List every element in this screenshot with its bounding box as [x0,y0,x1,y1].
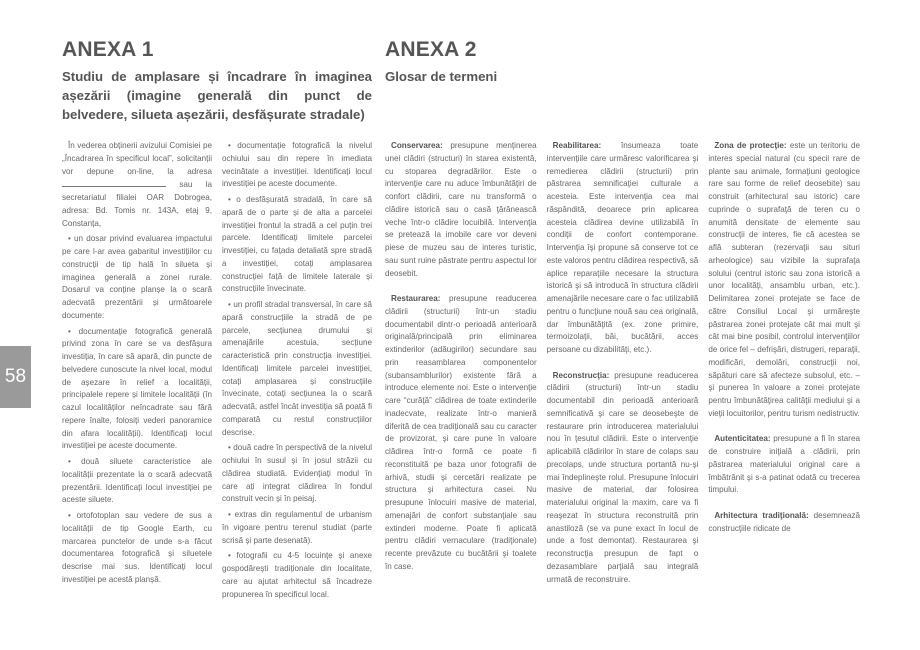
glossary-definition: presupune menţinerea unei clădiri (structuri) în starea existentă, cu stoparea degradărilor. Este o intervenţie care nu aduce îmbunătăţiri de confort clădirii, care nu transformă o clădire istorică sau o casă ţărănească veche într-o clădire locuibilă. Intervenţia se pretează la imobile care vor deveni piese de muzeu sau de interes turistic, sau sunt ruine păstrate pentru aspectul lor deosebit. [385,141,537,278]
page-number-tab [0,346,31,408]
glossary-entry-reconstructia [547,370,699,587]
intro-text: În vederea obținerii avizului Comisiei pe „Încadrarea în specificul local”, solicitanții vor depune on-line, la adresa [62,141,212,176]
annex2-subtitle: Glosar de termeni [385,69,498,84]
bullet-item: • documentație fotografică generală privind zona în care se va desfășura investiția, în care să apară, din puncte de belvedere cunoscute la nivel local, modul de așezare în relief a localității, principalele repere și limitele localității (în cazul localităților neîncadrate sau fără repere înalte, folosiți vederi panoramice din afara localității). Identificați locul investiției pe aceste documente. [62,326,212,451]
page-number: 58 [4,366,27,387]
glossary-entry-reabilitarea [547,140,699,357]
bullet-item: • fotografii cu 4-5 locuințe și anexe gospodărești tradiționale din localitate, care au ajutat arhitectul să încadreze propunerea în specificul local. [222,551,372,599]
bullet-item: • documentație fotografică la nivelul ochiului sau din repere în imediata vecinătate a investiției. Identificați locul investiției pe aceste documente. [222,141,372,189]
bullet-item: • un profil stradal transversal, în care să apară construcțiile la stradă de pe parcele, secțiunea drumului și amenajările acestuia, secțiune caracteristică prin construcția investiției. Identificați limitele parcelei investiției, cotați amplasarea și construcțiile învecinate, cotați secțiunea la o scară adecvată, astfel încât investiția să poată fi comparată cu restul construcțiilor descrise. [222,300,372,437]
glossary-term: Conservarea: [391,141,443,150]
bullet-item: • o desfășurată stradală, în care să apară de o parte și de alta a parcelei investiției frontul la stradă a cel puțin trei parcele. Identificați limitele parcelei investiției, cu fațada detaliată spre stradă a investiției, cotați amplasarea construcției față de limitele laterale și construcțiile învecinate. [222,195,372,294]
glossary-definition: presupune readucerea clădirii (structurii) într-un stadiu documentabil dintr-o perioadă anterioară originală/principală prin eliminarea extinderilor (adăugirilor) secundare sau prin reasamblarea componentelor (subansamblurilor) existente fără a introduce elemente noi. Este o intervenţie care “curăţă” clădirea de toate extinderile inadecvate, realizate într-o manieră diferită de cea tradiţională sau cu caracter de provizorat, şi care pune în valoare clădirea într-o formă ce poate fi reconstituită pe baza unor fotografii de arhivă, studii şi cercetări realizate pe structura şi arhitectura casei. Nu presupune înlocuiri masive de material, amenajări de confort substanţiale sau extinderi moderne. Poate fi aplicată pentru clădiri vernaculare (tradiţionale) recente prevăzute cu bucătării şi toalete în case. [385,294,537,571]
glossary-term: Arhitectura tradiţională: [714,510,809,520]
annex1-body [62,140,372,610]
glossary-term: Restaurarea: [391,294,441,303]
glossary-entry-autenticitatea [708,433,860,497]
bullet-item: • extras din regulamentul de urbanism în vigoare pentru terenul studiat (parte scrisă și parte desenată). [222,510,372,545]
bullet-item: • ortofotoplan sau vedere de sus a localității de tip Google Earth, cu marcarea punctelor de unde s-a făcut documentarea fotografică și siluetele descrise mai sus. Identificați locul investiției pe acestă planșă. [62,511,212,584]
glossary-entry-conservarea [385,140,537,280]
annex1-title: ANEXA 1 [62,38,154,61]
intro-paragraph [62,140,212,230]
glossary-entry-arhitectura-traditionala [708,510,860,536]
glossary [385,140,860,610]
bullet-item: • două siluete caracteristice ale localității prezentate la o scară adecvată prezentării. Identificați locul investiției pe aceste siluete. [62,457,212,505]
glossary-term: Reabilitarea: [552,141,602,150]
annex1-subtitle: Studiu de amplasare și încadrare în imaginea așezării (imagine generală din punct de belvedere, silueta așezării, desfășurate stradale) [62,69,372,122]
glossary-definition: desemnează construcţiile ridicate de [708,510,860,533]
glossary-entry-zona-de-protectie [708,140,860,421]
address-blank-line [62,178,166,187]
bullet-item: • un dosar privind evaluarea impactului pe care l-ar avea gabaritul investițiilor cu construcții de tip hală în silueta și imaginea generală a zonei rurale. Dosarul va conține planșe la o scară adecvată prezentării și următoarele documente: [62,234,212,320]
bullet-item: • două cadre în perspectivă de la nivelul ochiului în susul și în josul străzii cu clădirea studiată. Evidențiați modul în care ați integrat clădirea în fondul construit vecin și în peisaj. [222,443,372,504]
glossary-definition: este un teritoriu de interes special natural (cu specii rare de plante sau animale, formaţiuni geologice rare sau forme de relief deosebite) sau construit (arhitectural sau istoric) care cuprinde o suprafaţă de teren cu o anumită densitate de elemente sau construcţii de interes, fie că acestea se află subteran (rezervaţii sau situri arheologice) sau vizibile la suprafaţa solului (centrul istoric sau zona istorică a unor localităţi, ansamblu urban, etc.). Delimitarea zonei protejate se face de către Consiliul Local şi urmăreşte păstrarea zonei protejate cât mai mult şi cât mai bine posibil, controlul intervenţiilor de orice fel – defrişări, distrugeri, reparaţii, modificări, demolări, construcţii noi, săpături care să afecteze subsolul, etc. – şi punerea în valoare a zonei protejate pentru îmbunătăţirea calităţii mediului şi a vieţii locuitorilor, pentru turism nedistructiv. [708,141,860,418]
glossary-entry-restaurarea [385,293,537,574]
glossary-definition: presupune a fi în starea de construire iniţială a clădirii, prin păstrarea materialului original care a îmbătrânit şi s-a patinat odată cu trecerea timpului. [708,434,860,495]
glossary-term: Reconstrucţia: [552,370,610,380]
intro-text-continued: sau la secretariatul filialei OAR Dobrogea, adresa: Bd. Tomis nr. 143A, etaj 9, Constanța, [62,180,212,228]
glossary-definition: însumeaza toate intervenţiile care urmăresc valorificarea şi remedierea clădirii (structurii) prin păstrarea semnificaţiei culturale a acesteia. Este intervenţia cea mai răspândită, deoarece prin aplicarea acesteia clădirea devine utilizabilă în condiţii de confort contemporane. Intervenţia îşi propune să conserve tot ce este valoros pentru clădirea respectivă, să aplice reparaţiile necesare la structura istorică şi să introducă în structura clădirii amenajările necesare care o fac utilizabilă pentru o funcţiune nouă sau cea originală, dar îmbunătăţită (ex. zone primire, termoizolaţii, băi, bucătării, acces persoane cu dizabilităţi, etc.). [546,141,699,354]
glossary-definition: presupune readucerea clădirii (structurii) într-un stadiu documentabil din perioadă anterioară semnificativă şi care se deosebeşte de restaurare prin introducerea materialului nou în ţesutul clădirii. Este o intervenţie aplicabilă clădirilor în stare de colaps sau precolaps, unde structura portantă nu-şi mai îndeplineşte rolul. Presupune înlocuiri masive de material, dar folosirea materialului original la maxim, care va fi reaşezat în structura reconstruită prin anastiloză (se va pune exact în locul de unde a fost demontat). Restaurarea şi reconstrucţia presupun de fapt o dezasamblare parţială sau integrală urmată de reconstruire. [546,370,699,584]
glossary-term: Zona de protecţie: [714,141,787,150]
annex2-title: ANEXA 2 [385,38,477,61]
glossary-term: Autenticitatea: [714,434,771,444]
